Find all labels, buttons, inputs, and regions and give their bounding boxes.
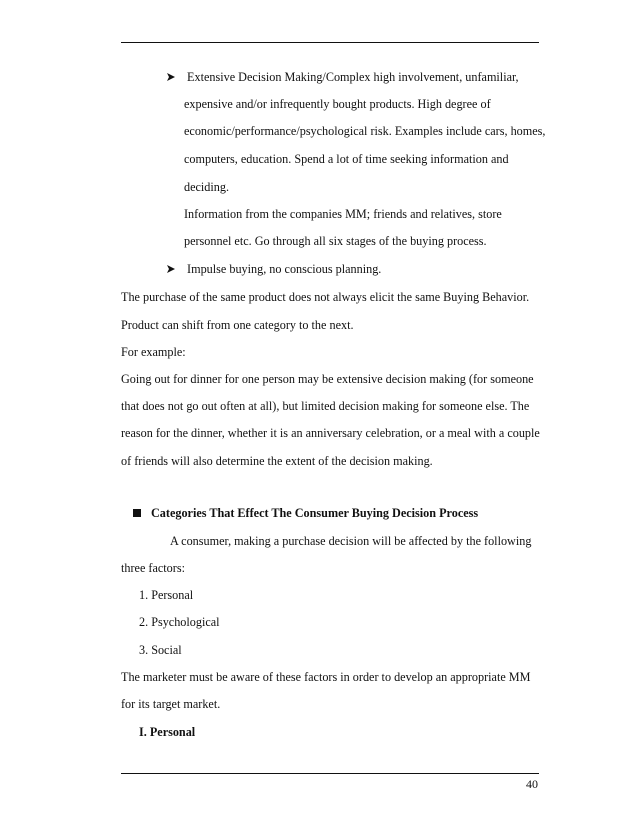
bullet-text: personnel etc. Go through all six stages of the buying process. (184, 234, 487, 248)
bullet-text: deciding. (184, 180, 230, 194)
body-line: for its target market. (121, 697, 221, 711)
list-item: 1. Personal (139, 588, 194, 602)
body-line: For example: (121, 345, 186, 359)
header-rule (121, 42, 539, 43)
bullet-text: computers, education. Spend a lot of time seeking information and (184, 152, 509, 166)
body-line: of friends will also determine the extent of the decision making. (121, 454, 433, 468)
arrow-bullet-icon (166, 70, 178, 84)
bullet-text: expensive and/or infrequently bought products. High degree of (184, 97, 491, 111)
body-line: The marketer must be aware of these factors in order to develop an appropriate MM (121, 670, 531, 684)
body-line: Going out for dinner for one person may be extensive decision making (for someone (121, 372, 534, 386)
bullet-text: Impulse buying, no conscious planning. (187, 262, 382, 276)
bullet-extensive (166, 70, 519, 84)
body-line: three factors: (121, 561, 185, 575)
page-number: 40 (526, 777, 538, 791)
body-line: that does not go out often at all), but limited decision making for someone else. The (121, 399, 530, 413)
body-line: reason for the dinner, whether it is an anniversary celebration, or a meal with a couple (121, 426, 540, 440)
bullet-impulse (166, 262, 381, 276)
sub-heading: I. Personal (139, 725, 196, 739)
square-bullet-icon (133, 509, 141, 517)
body-line: The purchase of the same product does not always elicit the same Buying Behavior. (121, 290, 530, 304)
bullet-text: economic/performance/psychological risk. Examples include cars, homes, (184, 124, 546, 138)
footer-rule (121, 773, 539, 774)
bullet-text: Information from the companies MM; friends and relatives, store (184, 207, 502, 221)
bullet-text: Extensive Decision Making/Complex high involvement, unfamiliar, (187, 70, 519, 84)
body-line: Product can shift from one category to the next. (121, 318, 354, 332)
list-item: 2. Psychological (139, 615, 220, 629)
body-line: A consumer, making a purchase decision will be affected by the following (170, 534, 532, 548)
section-heading-text: Categories That Effect The Consumer Buying Decision Process (151, 506, 479, 520)
section-heading (133, 506, 478, 520)
arrow-bullet-icon (166, 262, 178, 276)
list-item: 3. Social (139, 643, 182, 657)
